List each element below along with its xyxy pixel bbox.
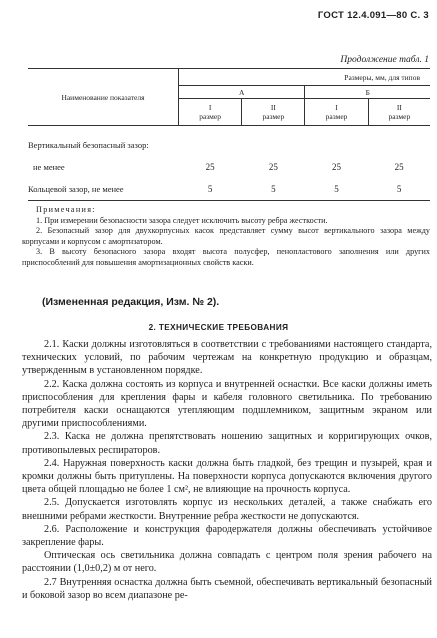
size-label: I размер (305, 99, 368, 126)
section-title: 2. ТЕХНИЧЕСКИЕ ТРЕБОВАНИЯ (148, 323, 289, 332)
note-item: 2. Безопасный зазор для двухкорпусных касок представляет сумму высот вертикального зазора между корпусами и корпусом с амортнзатором. (22, 226, 430, 246)
paragraph: 2.5. Допускается изготовлять корпус из нескольких деталей, а также снабжать его внешними ребрами жесткости. Внутренние ребра жесткости не допускаются. (22, 497, 432, 522)
body-text (22, 338, 432, 602)
row-value (368, 126, 430, 157)
size-label: I размер (179, 99, 242, 126)
row-label: Вертикальный безопасный зазор: (28, 140, 149, 150)
sizes-header: Размеры, мм, для типов (344, 72, 420, 82)
row-value (305, 126, 368, 157)
paragraph: 2.6. Расположение и конструкция фародержателя должны обеспечивать устойчивое закрепление фары. (22, 523, 432, 549)
notes-title: Примечания: (36, 205, 96, 214)
page-header: ГОСТ 12.4.091—80 С. 3 (317, 10, 429, 21)
paragraph: 2.1. Каски должны изготовляться в соответствии с требованиями настоящего стандарта, технических условий, по рабочим чертежам на конкретную продукцию и образцам, утвержденным в установленном порядке. (22, 339, 432, 377)
note-item: 1. При измерении безопасности зазора следует исключить высоту ребра жесткости. (36, 215, 328, 225)
type-b-header: Б (305, 86, 430, 99)
row-value (179, 126, 242, 157)
row-value: 25 (332, 162, 342, 172)
param-header: Наименование показателя (61, 92, 145, 102)
row-value: 5 (271, 184, 276, 194)
amendment-note: (Измененная редакция, Изм. № 2). (42, 296, 220, 308)
row-value: 25 (205, 162, 215, 172)
paragraph: Оптическая ось светильника должна совпадать с центром поля зрения рабочего на расстоянии (1,0±0,2) м от него. (22, 550, 432, 575)
row-value: 5 (396, 184, 402, 194)
table-row (28, 178, 430, 201)
row-value: 5 (207, 184, 213, 194)
row-value: 25 (268, 162, 278, 172)
size-label: II размер (242, 99, 305, 126)
row-label: Кольцевой зазор, не менее (28, 184, 124, 194)
spec-table (28, 68, 430, 201)
type-a-header: А (179, 86, 305, 99)
paragraph: 2.3. Каска не должна препятствовать ношению защитных и корригирующих очков, противопылевых респираторов. (22, 431, 432, 456)
paragraph: 2.2. Каска должна состоять из корпуса и внутренней оснастки. Все каски должны иметь приспособления для крепления фары и кабеля головного светильника. По требованию потребителя каски оснащаются утепляющим подшлемником, защитным экраном или другими приспособлениями. (22, 378, 432, 430)
sizes-header-cell (179, 69, 431, 86)
row-value: 5 (334, 184, 339, 194)
row-value (242, 126, 305, 157)
size-label: II размер (368, 99, 430, 126)
param-header-cell (28, 69, 179, 126)
paragraph: 2.7 Внутренняя оснастка должна быть съемной, обеспечивать вертикальный безопасный и боковой зазор во всем диапазоне ре- (22, 576, 432, 601)
row-label: не менее (33, 162, 65, 172)
note-item: 3. В высоту безопасного зазора входят высота полусфер, пенопластового заполнения или других приспособлений для повышения амортизационных свойств каски. (22, 247, 430, 267)
notes (22, 205, 430, 268)
paragraph: 2.4. Наружная поверхность каски должна быть гладкой, без трещин и пузырей, края и кромки должны быть притуплены. На поверхности корпуса допускаются включения другого цвета общей площадью не более 1 см², не влияющие на прочность корпуса. (22, 457, 432, 496)
row-value: 25 (394, 162, 404, 172)
table-row (28, 156, 430, 178)
table-row (28, 126, 430, 157)
table-continuation-label: Продолжение табл. 1 (340, 55, 429, 65)
